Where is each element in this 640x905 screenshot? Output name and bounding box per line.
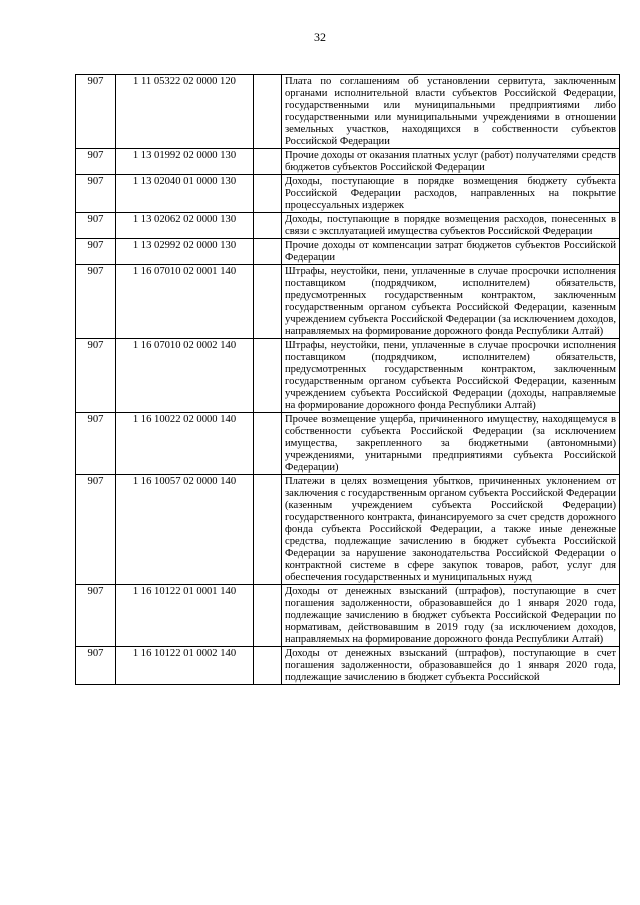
revenue-name-text: Доходы, поступающие в порядке возмещения бюджету субъекта Российской Федерации расходов, направленных на покрытие процессуальных издержек (285, 176, 616, 211)
revenue-name-text: Прочие доходы от компенсации затрат бюджетов субъектов Российской Федерации (285, 240, 616, 263)
admin-code-cell: 907 (76, 239, 116, 265)
revenue-name-cell (282, 339, 620, 413)
revenue-name-text: Доходы, поступающие в порядке возмещения расходов, понесенных в связи с эксплуатацией имущества субъектов Российской Федерации (285, 214, 616, 237)
admin-code-cell: 907 (76, 339, 116, 413)
revenue-name-cell (282, 213, 620, 239)
table-row (76, 413, 620, 475)
admin-code-cell: 907 (76, 149, 116, 175)
revenue-name-cell (282, 475, 620, 585)
revenue-name-text: Штрафы, неустойки, пени, уплаченные в случае просрочки исполнения поставщиком (подрядчиком, исполнителем) обязательств, предусмотренных государственным контрактом, заключенным государственным органом субъекта Российской Федерации, казенным учреждением субъекта Российской Федерации (доходы, направляемые на формирование дорожного фонда Республики Алтай) (285, 340, 616, 411)
revenue-name-cell (282, 265, 620, 339)
revenue-codes-table (75, 74, 620, 685)
empty-cell (254, 475, 282, 585)
revenue-name-text: Прочее возмещение ущерба, причиненного имуществу, находящемуся в собственности субъекта Российской Федерации (за исключением имущества, закрепленного за бюджетными (автономными) учреждениями, унитарными предприятиями субъекта Российской Федерации) (285, 414, 616, 473)
admin-code-cell: 907 (76, 175, 116, 213)
budget-code-cell: 1 16 10057 02 0000 140 (116, 475, 254, 585)
empty-cell (254, 585, 282, 647)
revenue-name-cell (282, 585, 620, 647)
budget-code-cell: 1 13 02992 02 0000 130 (116, 239, 254, 265)
table-row (76, 213, 620, 239)
table-row (76, 585, 620, 647)
revenue-name-text: Доходы от денежных взысканий (штрафов), поступающие в счет погашения задолженности, образовавшейся до 1 января 2020 года, подлежащие зачислению в бюджет субъекта Российской (285, 648, 616, 683)
revenue-name-cell (282, 175, 620, 213)
revenue-name-text: Доходы от денежных взысканий (штрафов), поступающие в счет погашения задолженности, образовавшейся до 1 января 2020 года, подлежащие зачислению в бюджет субъекта Российской Федерации по нормативам, действовавшим в 2019 году (за исключением доходов, направляемых на формирование дорожного фонда Республики Алтай) (285, 586, 616, 645)
revenue-name-cell (282, 149, 620, 175)
table-row (76, 265, 620, 339)
admin-code-cell: 907 (76, 75, 116, 149)
table-row (76, 339, 620, 413)
page-number: 32 (314, 30, 326, 44)
empty-cell (254, 239, 282, 265)
revenue-name-cell (282, 239, 620, 265)
table-row (76, 475, 620, 585)
revenue-name-text: Платежи в целях возмещения убытков, причиненных уклонением от заключения с государственным органом субъекта Российской Федерации (казенным учреждением субъекта Российской Федерации) государственного контракта, финансируемого за счет средств дорожного фонда субъекта Российской Федерации, а также иные денежные средства, подлежащие зачислению в бюджет субъекта Российской Федерации за нарушение законодательства Российской Федерации о контрактной системе в сфере закупок товаров, работ, услуг для обеспечения государственных и муниципальных нужд (285, 476, 616, 583)
empty-cell (254, 339, 282, 413)
empty-cell (254, 213, 282, 239)
table-row (76, 75, 620, 149)
admin-code-cell: 907 (76, 475, 116, 585)
table-row (76, 175, 620, 213)
revenue-name-cell (282, 647, 620, 685)
budget-code-cell: 1 16 07010 02 0002 140 (116, 339, 254, 413)
budget-code-cell: 1 16 10022 02 0000 140 (116, 413, 254, 475)
budget-code-cell: 1 13 01992 02 0000 130 (116, 149, 254, 175)
empty-cell (254, 75, 282, 149)
budget-code-cell: 1 16 10122 01 0001 140 (116, 585, 254, 647)
admin-code-cell: 907 (76, 647, 116, 685)
budget-code-cell: 1 16 07010 02 0001 140 (116, 265, 254, 339)
table-row (76, 149, 620, 175)
admin-code-cell: 907 (76, 413, 116, 475)
empty-cell (254, 265, 282, 339)
revenue-name-cell (282, 75, 620, 149)
revenue-name-text: Плата по соглашениям об установлении сервитута, заключенным органами исполнительной власти субъектов Российской Федерации, государственными или муниципальными предприятиями либо государственными или муниципальными учреждениями в отношении земельных участков, находящихся в собственности субъектов Российской Федерации (285, 76, 616, 147)
empty-cell (254, 413, 282, 475)
table-row (76, 239, 620, 265)
revenue-name-text: Штрафы, неустойки, пени, уплаченные в случае просрочки исполнения поставщиком (подрядчиком, исполнителем) обязательств, предусмотренных государственным контрактом, заключенным государственным органом субъекта Российской Федерации, казенным учреждением субъекта Российской Федерации (за исключением доходов, направляемых на формирование дорожного фонда Республики Алтай) (285, 266, 616, 337)
budget-code-cell: 1 16 10122 01 0002 140 (116, 647, 254, 685)
budget-code-cell: 1 11 05322 02 0000 120 (116, 75, 254, 149)
empty-cell (254, 149, 282, 175)
admin-code-cell: 907 (76, 585, 116, 647)
admin-code-cell: 907 (76, 265, 116, 339)
budget-code-cell: 1 13 02040 01 0000 130 (116, 175, 254, 213)
revenue-name-cell (282, 413, 620, 475)
empty-cell (254, 647, 282, 685)
table-row (76, 647, 620, 685)
empty-cell (254, 175, 282, 213)
revenue-name-text: Прочие доходы от оказания платных услуг (работ) получателями средств бюджетов субъектов Российской Федерации (285, 150, 616, 173)
budget-code-cell: 1 13 02062 02 0000 130 (116, 213, 254, 239)
admin-code-cell: 907 (76, 213, 116, 239)
